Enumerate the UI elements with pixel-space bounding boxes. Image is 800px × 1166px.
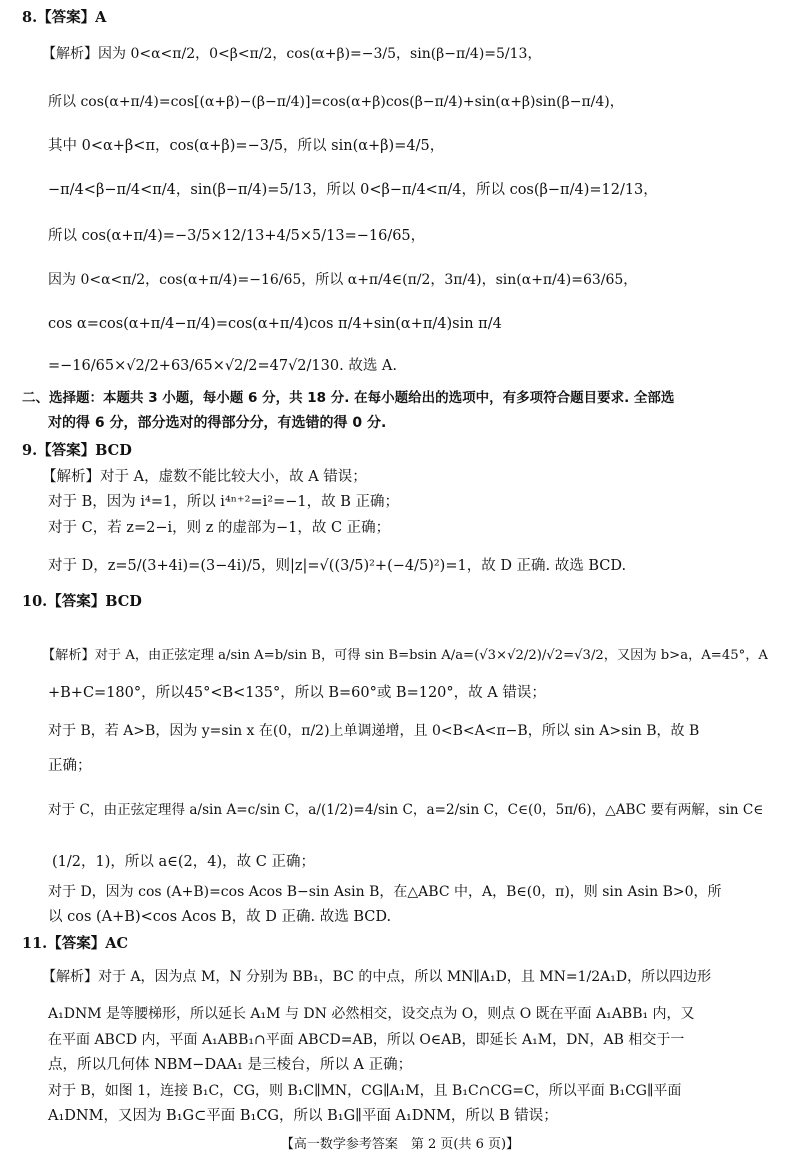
q11-analysis-line: 点，所以几何体 NBM−DAA₁ 是三棱台，所以 A 正确； — [48, 1057, 413, 1073]
q11-analysis-line: 【解析】对于 A，因为点 M，N 分别为 BB₁，BC 的中点，所以 MN∥A₁D，且 MN=1/2A₁D，所以四边形 — [42, 969, 712, 985]
q10-analysis-line: 对于 B，若 A>B，因为 y=sin x 在(0，π/2)上单调递增，且 0<B<A<π−B，所以 sin A>sin B，故 B — [48, 723, 700, 739]
q10-analysis-line: 对于 D，因为 cos (A+B)=cos Acos B−sin Asin B，在△ABC 中，A，B∈(0，π)，则 sin Asin B>0，所 — [48, 884, 722, 900]
q9-analysis-line: 对于 D，z=5/(3+4i)=(3−4i)/5，则|z|=√((3/5)²+(−4/5)²)=1，故 D 正确. 故选 BCD. — [48, 558, 627, 574]
q9-analysis-line: 对于 C，若 z=2−i，则 z 的虚部为−1，故 C 正确； — [48, 520, 391, 536]
q8-analysis-line: 所以 cos(α+π/4)=cos[(α+β)−(β−π/4)]=cos(α+β)cos(β−π/4)+sin(α+β)sin(β−π/4)， — [48, 94, 624, 110]
q10-analysis-line: (1/2，1)，所以 a∈(2，4)，故 C 正确； — [52, 854, 315, 870]
q11-analysis-line: 对于 B，如图 1，连接 B₁C，CG，则 B₁C∥MN，CG∥A₁M，且 B₁C∩CG=C，所以平面 B₁CG∥平面 — [48, 1083, 682, 1099]
q9-answer: 9.【答案】BCD — [22, 442, 132, 459]
q10-answer: 10.【答案】BCD — [22, 593, 142, 610]
q8-analysis-line: =−16/65×√2/2+63/65×√2/2=47√2/130. 故选 A. — [48, 358, 398, 374]
q8-analysis-line: cos α=cos(α+π/4−π/4)=cos(α+π/4)cos π/4+sin(α+π/4)sin π/4 — [48, 316, 502, 332]
q10-analysis-line: 以 cos (A+B)<cos Acos B，故 D 正确. 故选 BCD. — [48, 909, 392, 925]
section-heading: 二、选择题：本题共 3 小题，每小题 6 分，共 18 分. 在每小题给出的选项中，有多项符合题目要求. 全部选 — [22, 390, 675, 406]
q11-analysis-line: A₁DNM，又因为 B₁G⊂平面 B₁CG，所以 B₁G∥平面 A₁DNM，所以 B 错误； — [48, 1108, 558, 1124]
q11-analysis-line: A₁DNM 是等腰梯形，所以延长 A₁M 与 DN 必然相交，设交点为 O，则点 O 既在平面 A₁ABB₁ 内，又 — [48, 1006, 695, 1022]
q9-analysis-line: 对于 B，因为 i⁴=1，所以 i⁴ⁿ⁺²=i²=−1，故 B 正确； — [48, 494, 399, 510]
page-footer: 【高一数学参考答案 第 2 页(共 6 页)】 — [280, 1137, 520, 1152]
q11-analysis-line: 在平面 ABCD 内，平面 A₁ABB₁∩平面 ABCD=AB，所以 O∈AB，即延长 A₁M，DN，AB 相交于一 — [48, 1032, 685, 1048]
q10-analysis-line: 对于 C，由正弦定理得 a/sin A=c/sin C，a/(1/2)=4/sin C，a=2/sin C，C∈(0，5π/6)，△ABC 要有两解，sin C∈ — [48, 802, 764, 818]
q10-analysis-line: +B+C=180°，所以45°<B<135°，所以 B=60°或 B=120°，故 A 错误； — [48, 685, 546, 701]
q10-analysis-line: 【解析】对于 A，由正弦定理 a/sin A=b/sin B，可得 sin B=bsin A/a=(√3×√2/2)/√2=√3/2，又因为 b>a，A=45°，A — [42, 648, 768, 663]
q8-answer: 8.【答案】A — [22, 9, 107, 26]
q10-analysis-line: 正确； — [48, 758, 92, 774]
q8-analysis-line: 因为 0<α<π/2，cos(α+π/4)=−16/65，所以 α+π/4∈(π/2，3π/4)，sin(α+π/4)=63/65， — [48, 272, 638, 288]
q9-analysis-line: 【解析】对于 A，虚数不能比较大小，故 A 错误； — [42, 469, 367, 485]
section-heading: 对的得 6 分，部分选对的得部分分，有选错的得 0 分. — [48, 415, 387, 431]
q8-analysis-line: 【解析】因为 0<α<π/2，0<β<π/2，cos(α+β)=−3/5，sin(β−π/4)=5/13， — [42, 46, 542, 62]
q8-analysis-line: 所以 cos(α+π/4)=−3/5×12/13+4/5×5/13=−16/65， — [48, 228, 426, 244]
q11-answer: 11.【答案】AC — [22, 935, 129, 952]
q8-analysis-line: −π/4<β−π/4<π/4，sin(β−π/4)=5/13，所以 0<β−π/4<π/4，所以 cos(β−π/4)=12/13， — [48, 182, 658, 198]
q8-analysis-line: 其中 0<α+β<π，cos(α+β)=−3/5，所以 sin(α+β)=4/5， — [48, 138, 445, 154]
